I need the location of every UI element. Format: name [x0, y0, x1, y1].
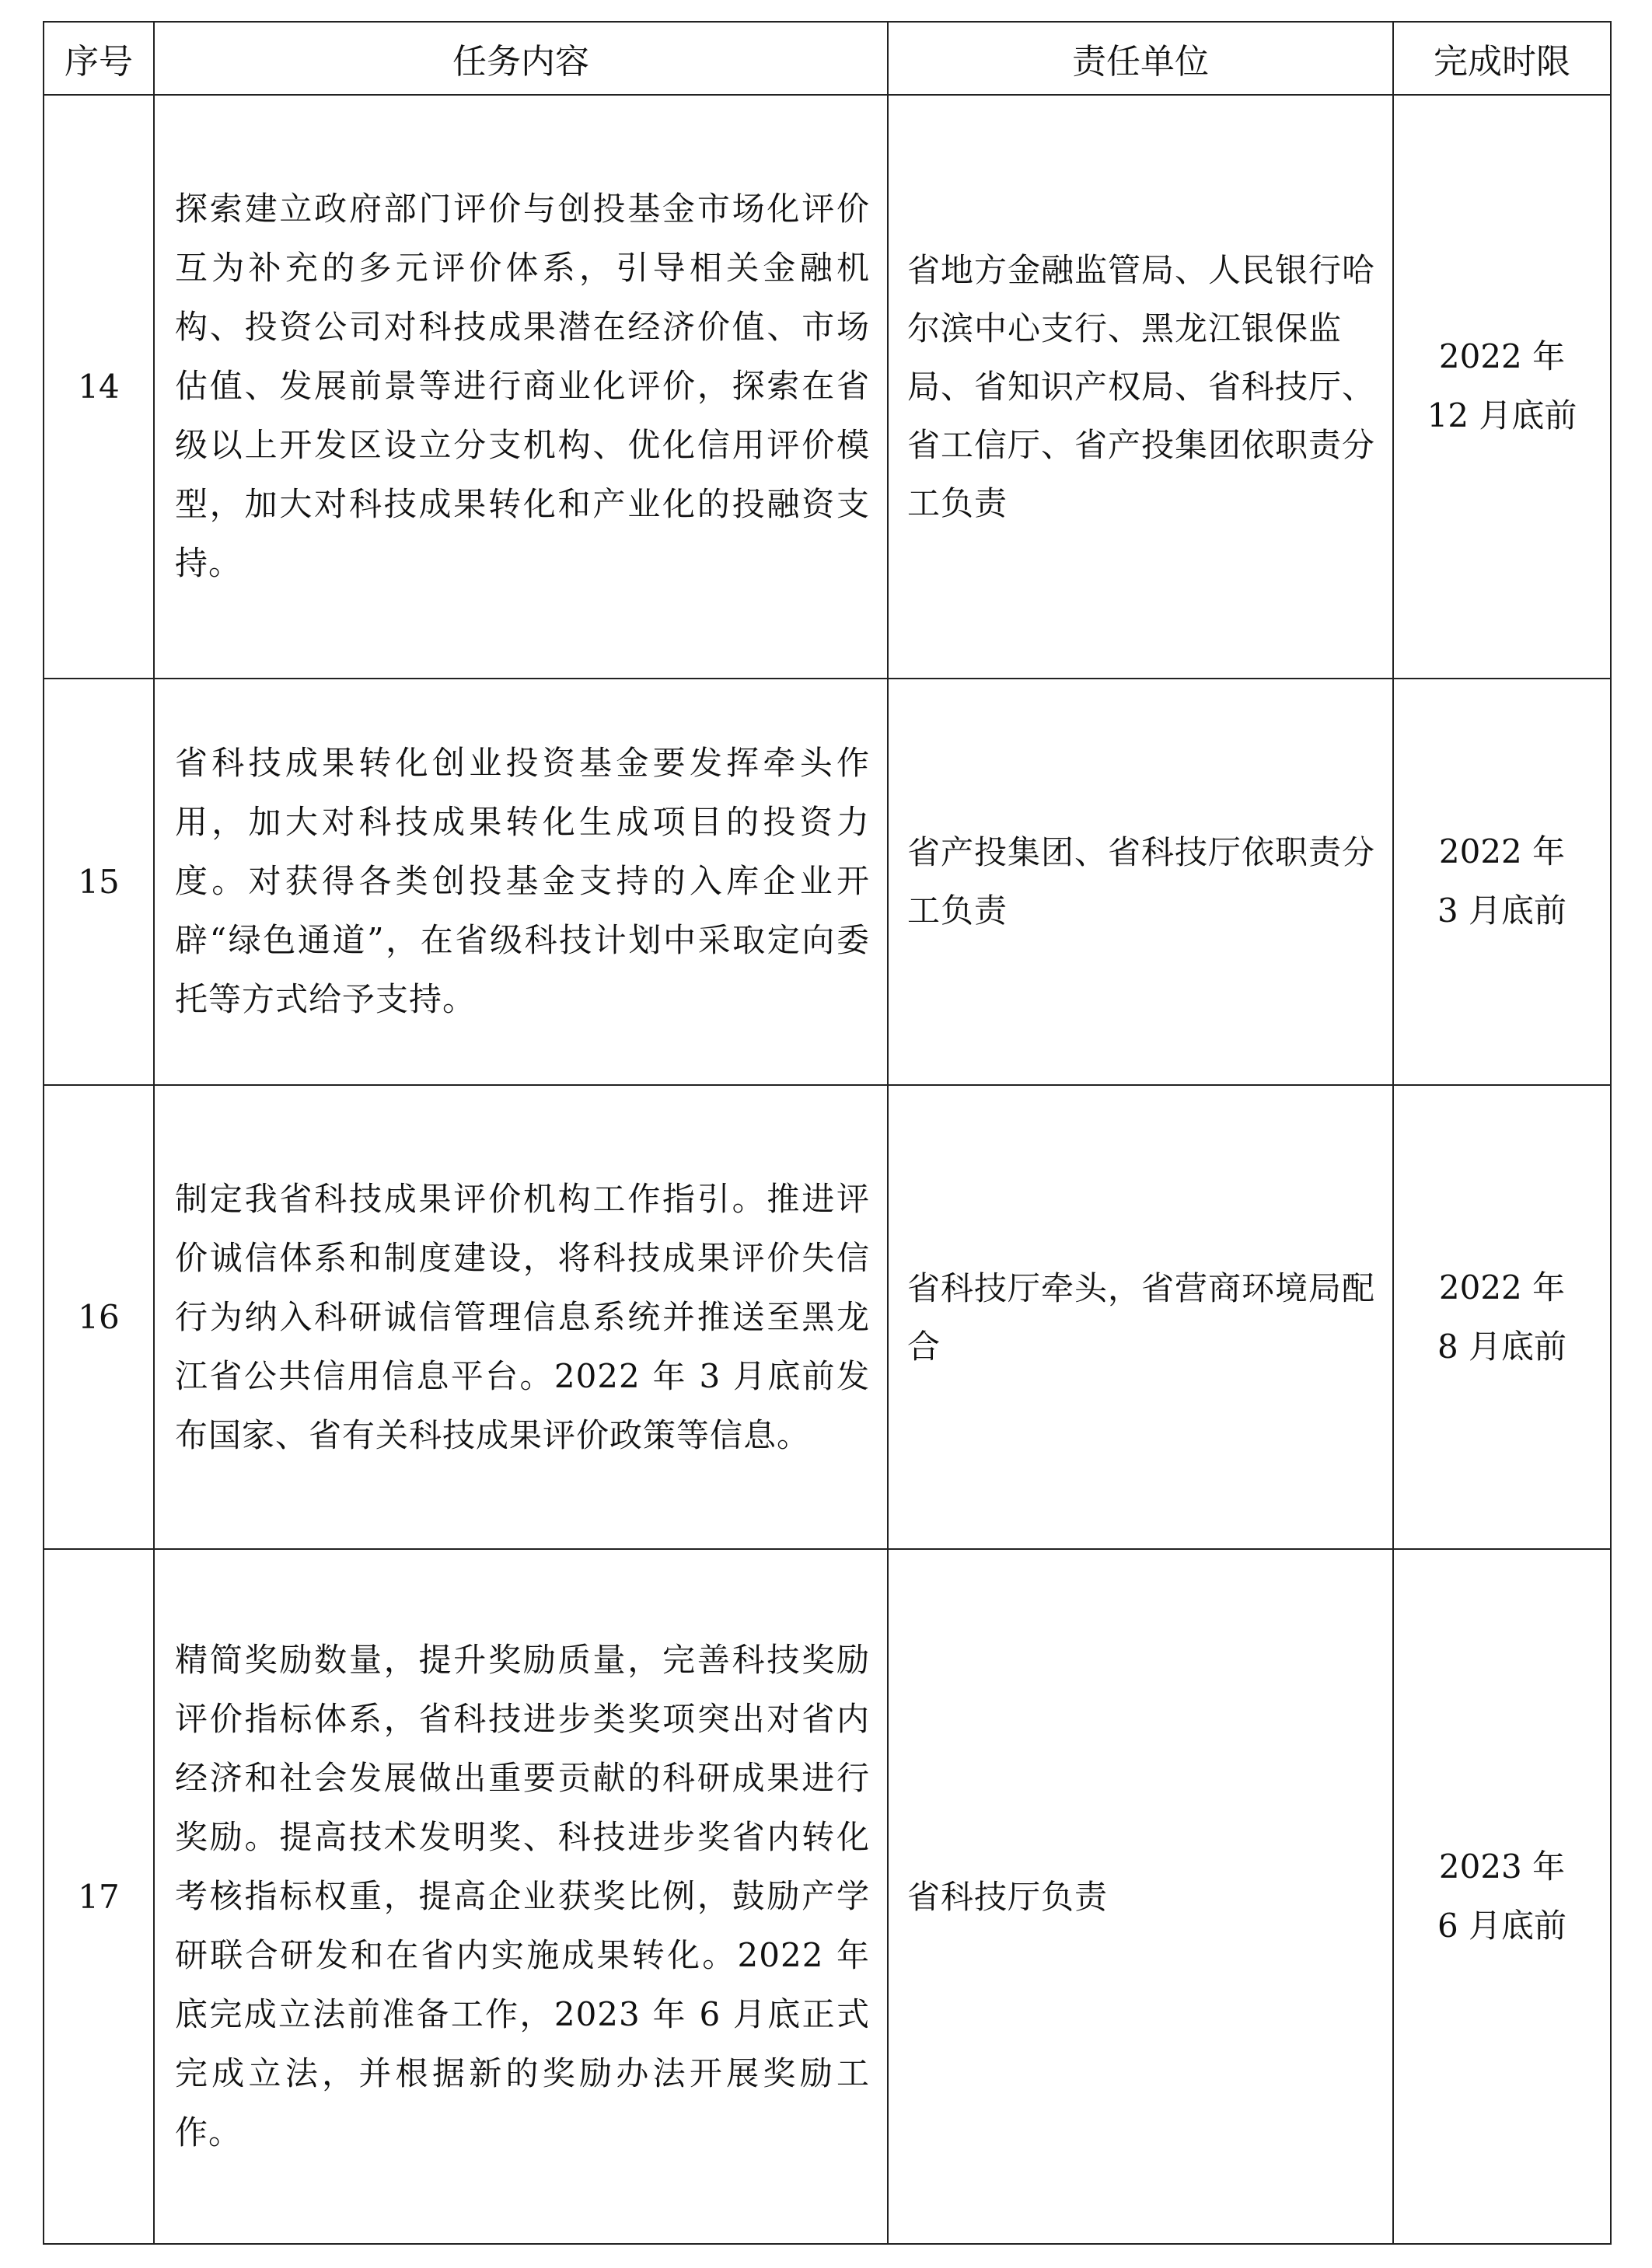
table-header-row [44, 22, 1611, 95]
task-content: 制定我省科技成果评价机构工作指引。推进评价诚信体系和制度建设，将科技成果评价失信行为纳入科研诚信管理信息系统并推送至黑龙江省公共信用信息平台。2022 年 3 月底前发布国家、省有关科技成果评价政策等信息。 [154, 1085, 888, 1549]
responsible-unit: 省产投集团、省科技厅依职责分工负责 [888, 679, 1393, 1085]
row-number: 16 [44, 1085, 154, 1549]
deadline [1393, 1549, 1611, 2244]
task-content: 精简奖励数量，提升奖励质量，完善科技奖励评价指标体系，省科技进步类奖项突出对省内经济和社会发展做出重要贡献的科研成果进行奖励。提高技术发明奖、科技进步奖省内转化考核指标权重，提高企业获奖比例，鼓励产学研联合研发和在省内实施成果转化。2022 年底完成立法前准备工作，2023 年 6 月底正式完成立法，并根据新的奖励办法开展奖励工作。 [154, 1549, 888, 2244]
responsible-unit: 省科技厅牵头，省营商环境局配合 [888, 1085, 1393, 1549]
deadline-year: 2022 年 [1438, 337, 1566, 376]
header-task: 任务内容 [154, 22, 888, 95]
responsible-unit: 省地方金融监管局、人民银行哈尔滨中心支行、黑龙江银保监局、省知识产权局、省科技厅、省工信厅、省产投集团依职责分工负责 [888, 95, 1393, 679]
deadline-month: 6 月底前 [1437, 1907, 1567, 1945]
deadline [1393, 1085, 1611, 1549]
deadline-year: 2022 年 [1438, 1268, 1566, 1307]
table-row [44, 1549, 1611, 2244]
deadline [1393, 95, 1611, 679]
header-no: 序号 [44, 22, 154, 95]
header-deadline: 完成时限 [1393, 22, 1611, 95]
table-row [44, 1085, 1611, 1549]
row-number: 17 [44, 1549, 154, 2244]
responsible-unit: 省科技厅负责 [888, 1549, 1393, 2244]
deadline-month: 12 月底前 [1427, 396, 1577, 435]
header-unit: 责任单位 [888, 22, 1393, 95]
task-content: 探索建立政府部门评价与创投基金市场化评价互为补充的多元评价体系，引导相关金融机构、投资公司对科技成果潜在经济价值、市场估值、发展前景等进行商业化评价，探索在省级以上开发区设立分支机构、优化信用评价模型，加大对科技成果转化和产业化的投融资支持。 [154, 95, 888, 679]
row-number: 14 [44, 95, 154, 679]
deadline [1393, 679, 1611, 1085]
row-number: 15 [44, 679, 154, 1085]
task-table [43, 21, 1612, 2245]
deadline-month: 8 月底前 [1437, 1327, 1567, 1366]
deadline-month: 3 月底前 [1437, 891, 1567, 930]
table-row [44, 95, 1611, 679]
task-content: 省科技成果转化创业投资基金要发挥牵头作用，加大对科技成果转化生成项目的投资力度。对获得各类创投基金支持的入库企业开辟“绿色通道”，在省级科技计划中采取定向委托等方式给予支持。 [154, 679, 888, 1085]
deadline-year: 2023 年 [1438, 1848, 1566, 1886]
deadline-year: 2022 年 [1438, 832, 1566, 871]
table-row [44, 679, 1611, 1085]
